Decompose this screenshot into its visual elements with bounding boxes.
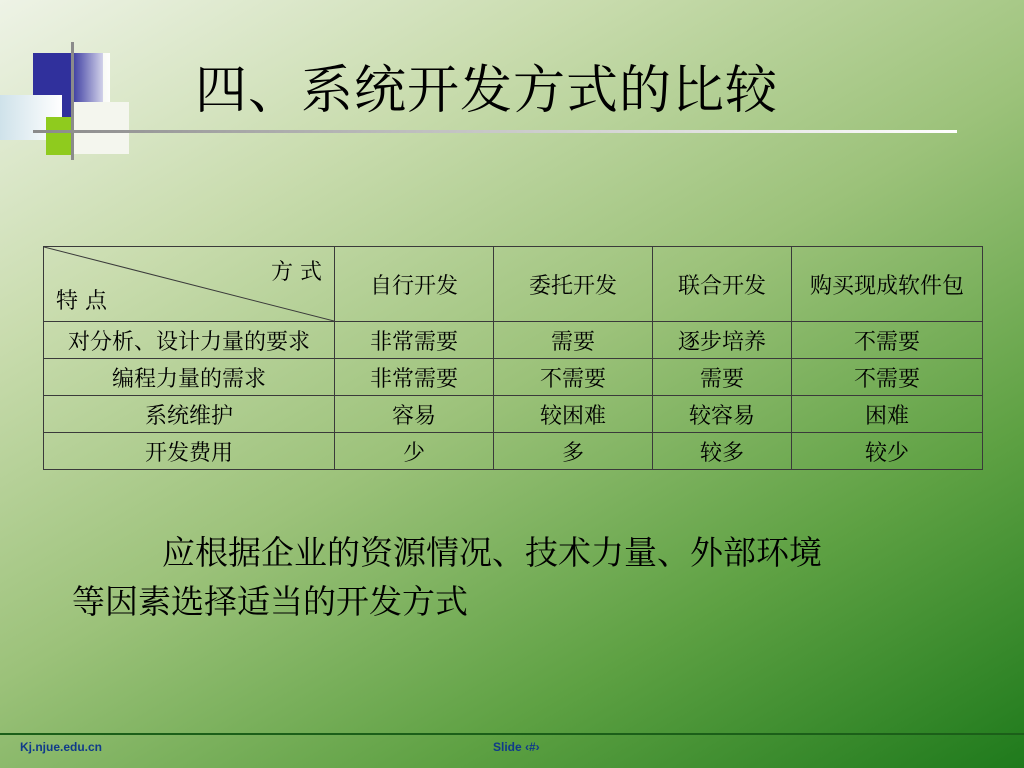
- row-label: 开发费用: [44, 433, 335, 470]
- table-cell: 较容易: [653, 396, 792, 433]
- table-cell: 不需要: [494, 359, 653, 396]
- column-header: 委托开发: [494, 247, 653, 322]
- table-row: [44, 433, 983, 470]
- table-cell: 需要: [494, 322, 653, 359]
- row-label: 编程力量的需求: [44, 359, 335, 396]
- table-cell: 不需要: [792, 359, 983, 396]
- row-label: 系统维护: [44, 396, 335, 433]
- table-cell: 多: [494, 433, 653, 470]
- decor-vertical-line: [71, 42, 74, 160]
- row-label: 对分析、设计力量的要求: [44, 322, 335, 359]
- table-row: [44, 322, 983, 359]
- table-row: [44, 359, 983, 396]
- conclusion-line-2: 等因素选择适当的开发方式: [72, 582, 468, 621]
- conclusion-paragraph: [72, 528, 972, 626]
- table-cell: 不需要: [792, 322, 983, 359]
- column-header: 联合开发: [653, 247, 792, 322]
- column-header: 自行开发: [335, 247, 494, 322]
- table-cell: 非常需要: [335, 359, 494, 396]
- comparison-table: [43, 246, 983, 470]
- title-underline: [33, 130, 957, 133]
- decor-green-square: [46, 117, 74, 155]
- decor-white-square: [74, 102, 129, 154]
- table-cell: 逐步培养: [653, 322, 792, 359]
- table-header-row: [44, 247, 983, 322]
- footer-website: Kj.njue.edu.cn: [20, 740, 103, 754]
- table-cell: 困难: [792, 396, 983, 433]
- slide-number: Slide ‹#›: [493, 740, 540, 754]
- corner-label-method: 方 式: [271, 260, 322, 285]
- table-corner-cell: [44, 247, 335, 322]
- table-cell: 少: [335, 433, 494, 470]
- table-row: [44, 396, 983, 433]
- table-cell: 需要: [653, 359, 792, 396]
- conclusion-line-1: 应根据企业的资源情况、技术力量、外部环境: [162, 533, 822, 572]
- corner-label-feature: 特 点: [56, 289, 107, 314]
- slide-title: 四、系统开发方式的比较: [195, 61, 779, 121]
- table-cell: 容易: [335, 396, 494, 433]
- table-cell: 较少: [792, 433, 983, 470]
- footer-divider: [0, 733, 1024, 735]
- table-cell: 较困难: [494, 396, 653, 433]
- table-cell: 非常需要: [335, 322, 494, 359]
- table-cell: 较多: [653, 433, 792, 470]
- column-header: 购买现成软件包: [792, 247, 983, 322]
